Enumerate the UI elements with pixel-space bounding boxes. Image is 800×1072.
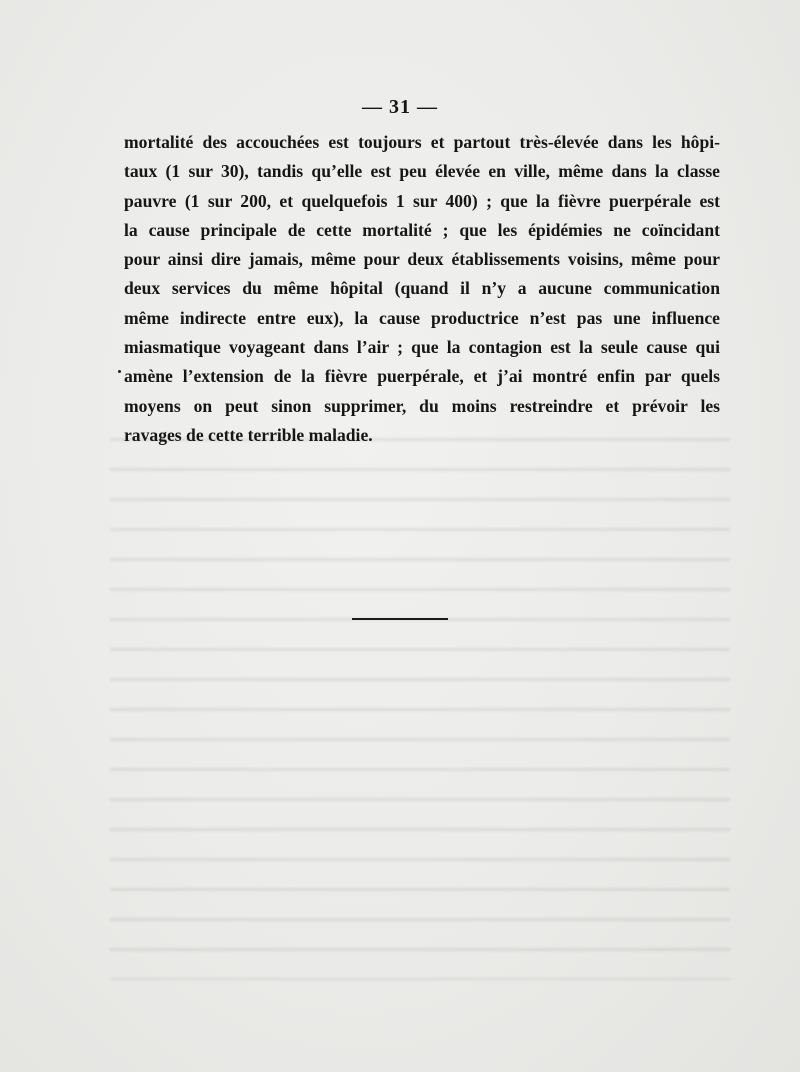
page-number: — 31 — bbox=[362, 96, 438, 118]
text-line: amène l’extension de la fièvre puerpérale, et j’ai montré enfin par quels bbox=[124, 366, 720, 387]
text-line: miasmatique voyageant dans l’air ; que la contagion est la seule cause qui bbox=[124, 337, 720, 358]
bleed-through-texture bbox=[110, 420, 730, 980]
text-line: même indirecte entre eux), la cause productrice n’est pas une influence bbox=[124, 307, 720, 328]
body-paragraph bbox=[124, 128, 720, 450]
text-line: deux services du même hôpital (quand il n’y a aucune communication bbox=[124, 278, 720, 299]
text-line: pauvre (1 sur 200, et quelquefois 1 sur 400) ; que la fièvre puerpérale est bbox=[124, 190, 720, 211]
margin-mark bbox=[118, 370, 121, 373]
text-line: la cause principale de cette mortalité ; que les épidémies ne coïncidant bbox=[124, 219, 720, 240]
text-line: moyens on peut sinon supprimer, du moins restreindre et prévoir les bbox=[124, 395, 720, 416]
text-line-last: ravages de cette terrible maladie. bbox=[124, 424, 373, 445]
text-line: pour ainsi dire jamais, même pour deux établissements voisins, même pour bbox=[124, 249, 720, 270]
text-line: taux (1 sur 30), tandis qu’elle est peu élevée en ville, même dans la classe bbox=[124, 161, 720, 182]
section-separator-rule bbox=[352, 618, 448, 620]
text-line: mortalité des accouchées est toujours et partout très-élevée dans les hôpi- bbox=[124, 132, 720, 152]
